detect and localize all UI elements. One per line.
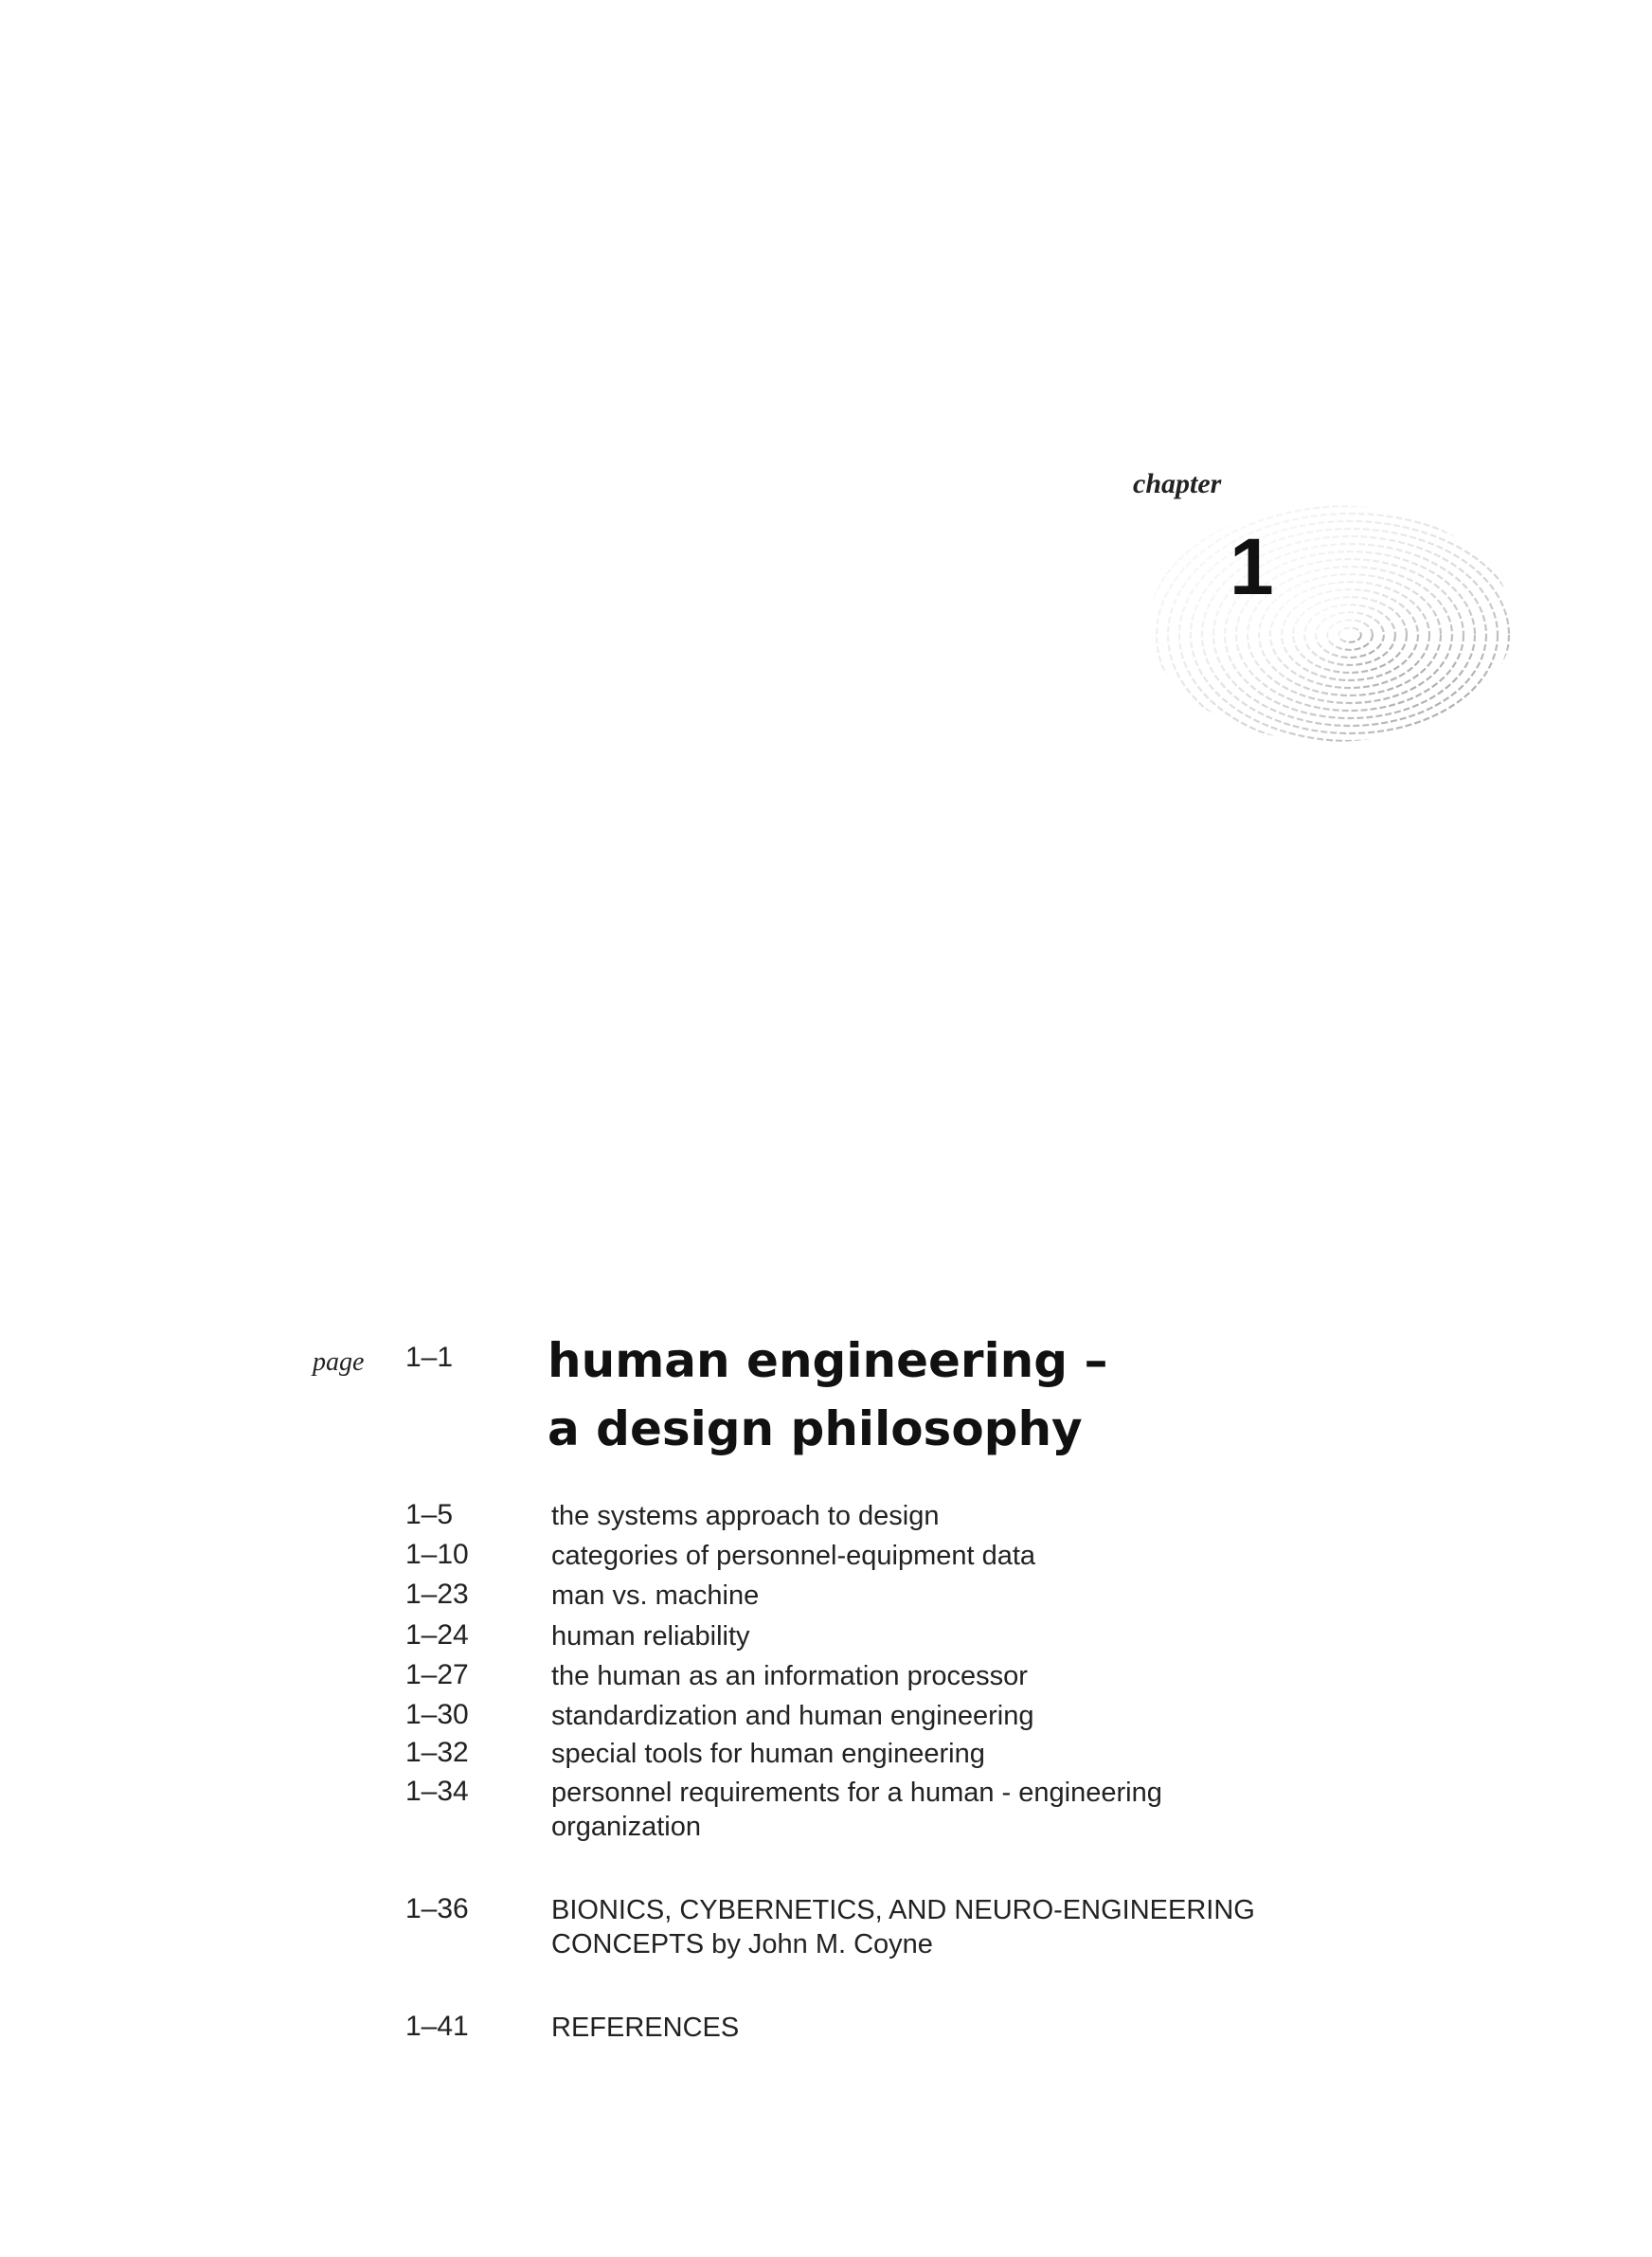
page-word: page (313, 1347, 365, 1377)
list-item-text: standardization and human engineering (551, 1701, 1034, 1731)
list-item-page: 1–34 (405, 1776, 469, 1807)
fingerprint-icon (1127, 493, 1516, 758)
list-item-text: the human as an information processor (551, 1661, 1028, 1691)
chapter-title-line-1: human engineering – (548, 1333, 1108, 1388)
list-item-text: categories of personnel-equipment data (551, 1541, 1036, 1571)
list-item-page: 1–5 (405, 1499, 454, 1530)
list-item-page: 1–41 (405, 2011, 469, 2042)
list-item-page: 1–36 (405, 1893, 469, 1924)
chapter-title (548, 1327, 1400, 1463)
list-item-text: the systems approach to design (551, 1501, 940, 1531)
heading-page-number: 1–1 (405, 1342, 454, 1373)
chapter-title-line-2: a design philosophy (548, 1401, 1083, 1456)
list-item-page: 1–23 (405, 1579, 469, 1610)
chapter-label: chapter (1133, 468, 1222, 499)
list-item-text: personnel requirements for a human - engineering organization (551, 1778, 1162, 1842)
list-item-page: 1–30 (405, 1699, 469, 1730)
list-item-page: 1–32 (405, 1737, 469, 1768)
list-item-text: REFERENCES (551, 2013, 740, 2043)
list-item-text: BIONICS, CYBERNETICS, AND NEURO-ENGINEERING CONCEPTS by John M. Coyne (551, 1895, 1255, 1959)
list-item-text: special tools for human engineering (551, 1739, 985, 1769)
list-item-page: 1–24 (405, 1619, 469, 1651)
list-item-text: man vs. machine (551, 1580, 760, 1611)
list-item-page: 1–10 (405, 1539, 469, 1570)
chapter-number: 1 (1230, 522, 1274, 611)
list-item-text: human reliability (551, 1621, 750, 1652)
list-item-page: 1–27 (405, 1659, 469, 1690)
